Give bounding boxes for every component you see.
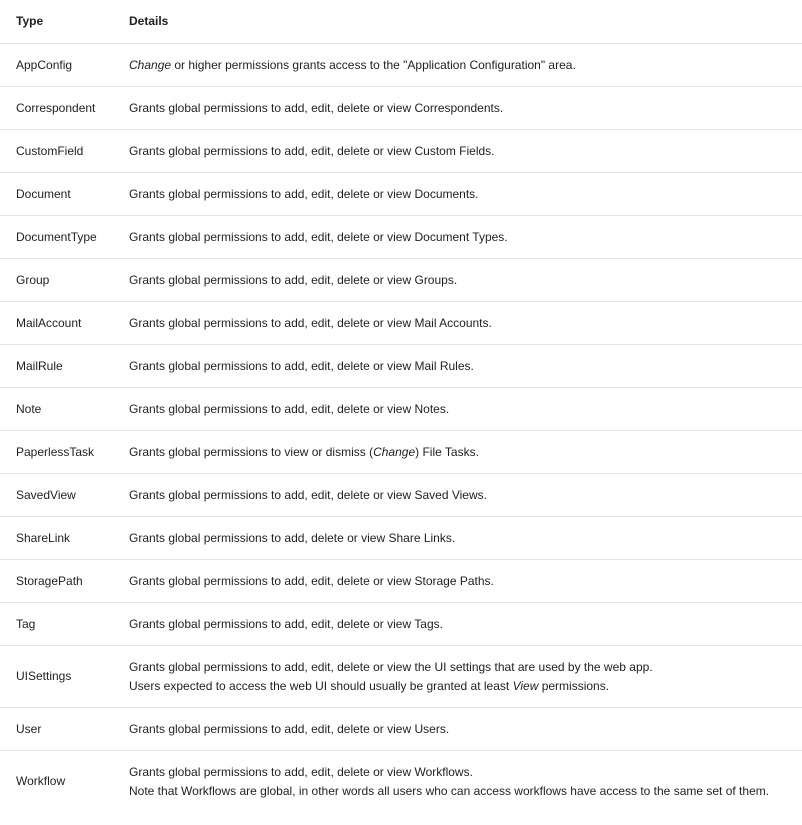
table-row: [0, 560, 802, 603]
details-cell: [113, 751, 802, 813]
table-row: [0, 173, 802, 216]
details-cell: Grants global permissions to add, edit, delete or view Tags.: [113, 603, 802, 646]
type-cell: UISettings: [0, 646, 113, 708]
details-cell: [113, 44, 802, 87]
type-cell: StoragePath: [0, 560, 113, 603]
details-cell: Grants global permissions to add, edit, delete or view Storage Paths.: [113, 560, 802, 603]
table-row: [0, 44, 802, 87]
details-text: permissions.: [538, 678, 610, 693]
table-row: [0, 345, 802, 388]
table-row: [0, 474, 802, 517]
type-cell: Group: [0, 259, 113, 302]
details-cell: Grants global permissions to add, edit, delete or view Documents.: [113, 173, 802, 216]
table-row: [0, 302, 802, 345]
details-text: ) File Tasks.: [415, 444, 479, 459]
type-cell: User: [0, 708, 113, 751]
details-cell: Grants global permissions to add, edit, delete or view Groups.: [113, 259, 802, 302]
details-text: Users expected to access the web UI should usually be granted at least: [129, 678, 513, 693]
table-row: [0, 751, 802, 813]
details-line: Grants global permissions to add, edit, delete or view Workflows.: [129, 765, 473, 780]
details-emphasis: Change: [373, 444, 416, 459]
type-cell: PaperlessTask: [0, 431, 113, 474]
table-row: [0, 517, 802, 560]
type-cell: Tag: [0, 603, 113, 646]
type-cell: AppConfig: [0, 44, 113, 87]
details-text: Grants global permissions to view or dismiss (: [129, 444, 374, 459]
details-cell: [113, 431, 802, 474]
details-emphasis: View: [512, 678, 539, 693]
table-row: [0, 87, 802, 130]
details-cell: Grants global permissions to add, edit, delete or view Users.: [113, 708, 802, 751]
table-row: [0, 388, 802, 431]
type-cell: SavedView: [0, 474, 113, 517]
type-cell: Document: [0, 173, 113, 216]
details-cell: Grants global permissions to add, edit, delete or view Correspondents.: [113, 87, 802, 130]
details-cell: Grants global permissions to add, edit, delete or view Document Types.: [113, 216, 802, 259]
details-cell: Grants global permissions to add, delete or view Share Links.: [113, 517, 802, 560]
details-line: [129, 677, 802, 696]
column-header-details: Details: [113, 0, 802, 44]
type-cell: ShareLink: [0, 517, 113, 560]
details-cell: [113, 646, 802, 708]
table-row: [0, 259, 802, 302]
table-row: [0, 216, 802, 259]
type-cell: DocumentType: [0, 216, 113, 259]
type-cell: Workflow: [16, 774, 66, 789]
details-cell: Grants global permissions to add, edit, delete or view Custom Fields.: [113, 130, 802, 173]
table-row: [0, 130, 802, 173]
column-header-type: Type: [0, 0, 113, 44]
details-text: or higher permissions grants access to the "Application Configuration" area.: [171, 57, 576, 72]
table-row: [0, 708, 802, 751]
details-emphasis: Change: [129, 57, 172, 72]
type-cell: MailRule: [0, 345, 113, 388]
details-cell: Grants global permissions to add, edit, delete or view Mail Rules.: [113, 345, 802, 388]
table-row: [0, 603, 802, 646]
type-cell: Correspondent: [0, 87, 113, 130]
table-row: [0, 646, 802, 708]
table-row: [0, 431, 802, 474]
type-cell: Note: [0, 388, 113, 431]
details-cell: Grants global permissions to add, edit, delete or view Saved Views.: [113, 474, 802, 517]
type-cell: MailAccount: [0, 302, 113, 345]
details-line: Grants global permissions to add, edit, delete or view the UI settings that are used by the web app.: [129, 659, 653, 674]
details-cell: Grants global permissions to add, edit, delete or view Notes.: [113, 388, 802, 431]
type-cell: CustomField: [0, 130, 113, 173]
table-header-row: [0, 0, 802, 44]
details-line: Note that Workflows are global, in other words all users who can access workflows have access to the same set of them.: [129, 783, 770, 798]
details-cell: Grants global permissions to add, edit, delete or view Mail Accounts.: [113, 302, 802, 345]
